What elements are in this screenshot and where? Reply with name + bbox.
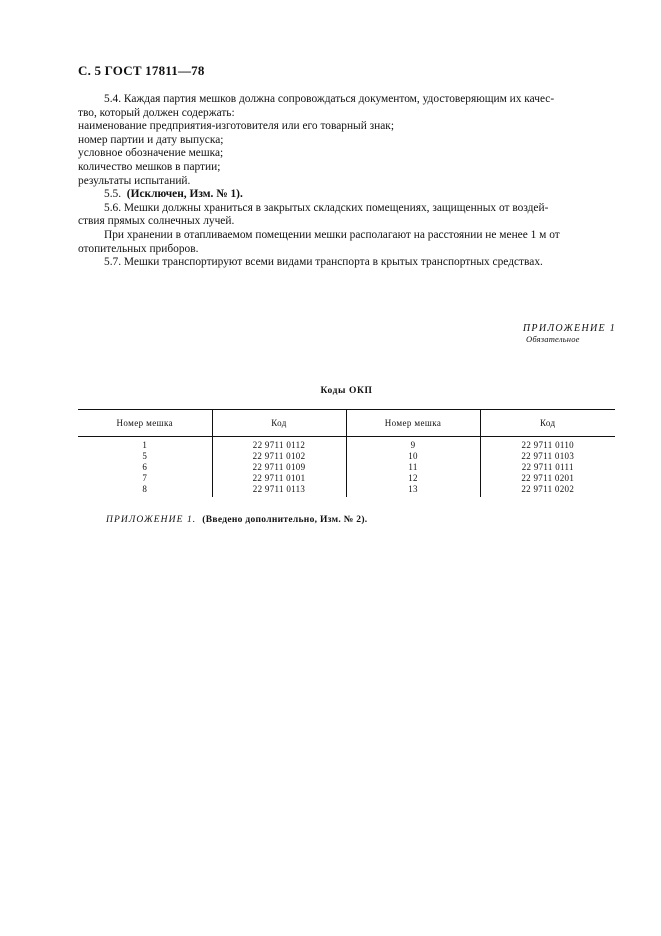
amendment-note (106, 515, 367, 525)
table-row (78, 462, 615, 473)
table-row (78, 451, 615, 462)
okp-codes-table (78, 409, 615, 497)
table-cell: 8 (142, 484, 148, 494)
list-item: наименование предприятия-изготовителя или его товарный знак; (78, 120, 394, 133)
clause-5-4-line2: тво, который должен содержать: (78, 106, 235, 119)
list-item: результаты испытаний. (78, 174, 191, 187)
table-row (78, 473, 615, 484)
appendix-title: ПРИЛОЖЕНИЕ 1 (522, 323, 616, 334)
table-cell: 22 9711 0113 (212, 484, 346, 497)
list-item: количество мешков в партии; (78, 160, 221, 173)
storage-note-line1: При хранении в отапливаемом помещении мешки располагают на расстоянии не менее 1 м от (104, 228, 560, 241)
table-cell: 13 (346, 484, 480, 497)
clause-5-6-line1: 5.6. Мешки должны храниться в закрытых складских помещениях, защищенных от воздей- (104, 201, 549, 214)
table-cell: 22 9711 0102 (212, 451, 346, 462)
table-cell: 22 9711 0112 (212, 437, 346, 452)
storage-note-line2: отопительных приборов. (78, 242, 199, 255)
column-header: Номер мешка (346, 410, 480, 437)
column-header: Номер мешка (78, 410, 212, 437)
table-cell: 6 (142, 462, 148, 472)
table-row (78, 437, 615, 452)
page-header: С. 5 ГОСТ 17811—78 (78, 63, 205, 78)
clause-5-4-line1: 5.4. Каждая партия мешков должна сопровождаться документом, удостоверяющим их качес- (104, 93, 555, 105)
clause-5-7: 5.7. Мешки транспортируют всеми видами транспорта в крытых транспортных средствах. (104, 256, 543, 269)
table-cell: 10 (346, 451, 480, 462)
clause-5-6-line2: ствия прямых солнечных лучей. (78, 215, 235, 228)
document-body (78, 93, 612, 270)
clause-5-5-text: (Исключен, Изм. № 1). (126, 188, 243, 201)
table-cell: 9 (346, 437, 480, 452)
column-header: Код (212, 410, 346, 437)
table-row (78, 484, 615, 497)
amendment-note-appendix: ПРИЛОЖЕНИЕ 1. (106, 515, 197, 525)
list-item: условное обозначение мешка; (78, 147, 224, 160)
table-title: Коды ОКП (320, 386, 373, 396)
table-cell: 22 9711 0110 (480, 437, 615, 452)
table-cell: 22 9711 0109 (212, 462, 346, 473)
appendix-subtitle: Обязательное (526, 334, 580, 344)
clause-5-5-number: 5.5. (104, 188, 122, 201)
table-cell: 12 (346, 473, 480, 484)
table-cell: 22 9711 0101 (212, 473, 346, 484)
table-cell: 1 (142, 440, 148, 450)
table-header-row (78, 410, 615, 437)
list-item: номер партии и дату выпуска; (78, 133, 224, 146)
table-cell: 22 9711 0111 (480, 462, 615, 473)
clause-5-5 (78, 188, 612, 202)
table-cell: 5 (142, 451, 148, 461)
amendment-note-text: (Введено дополнительно, Изм. № 2). (202, 515, 368, 525)
table-cell: 22 9711 0202 (480, 484, 615, 497)
table-cell: 7 (142, 473, 148, 483)
table-cell: 11 (346, 462, 480, 473)
table-cell: 22 9711 0201 (480, 473, 615, 484)
table-cell: 22 9711 0103 (480, 451, 615, 462)
column-header: Код (480, 410, 615, 437)
